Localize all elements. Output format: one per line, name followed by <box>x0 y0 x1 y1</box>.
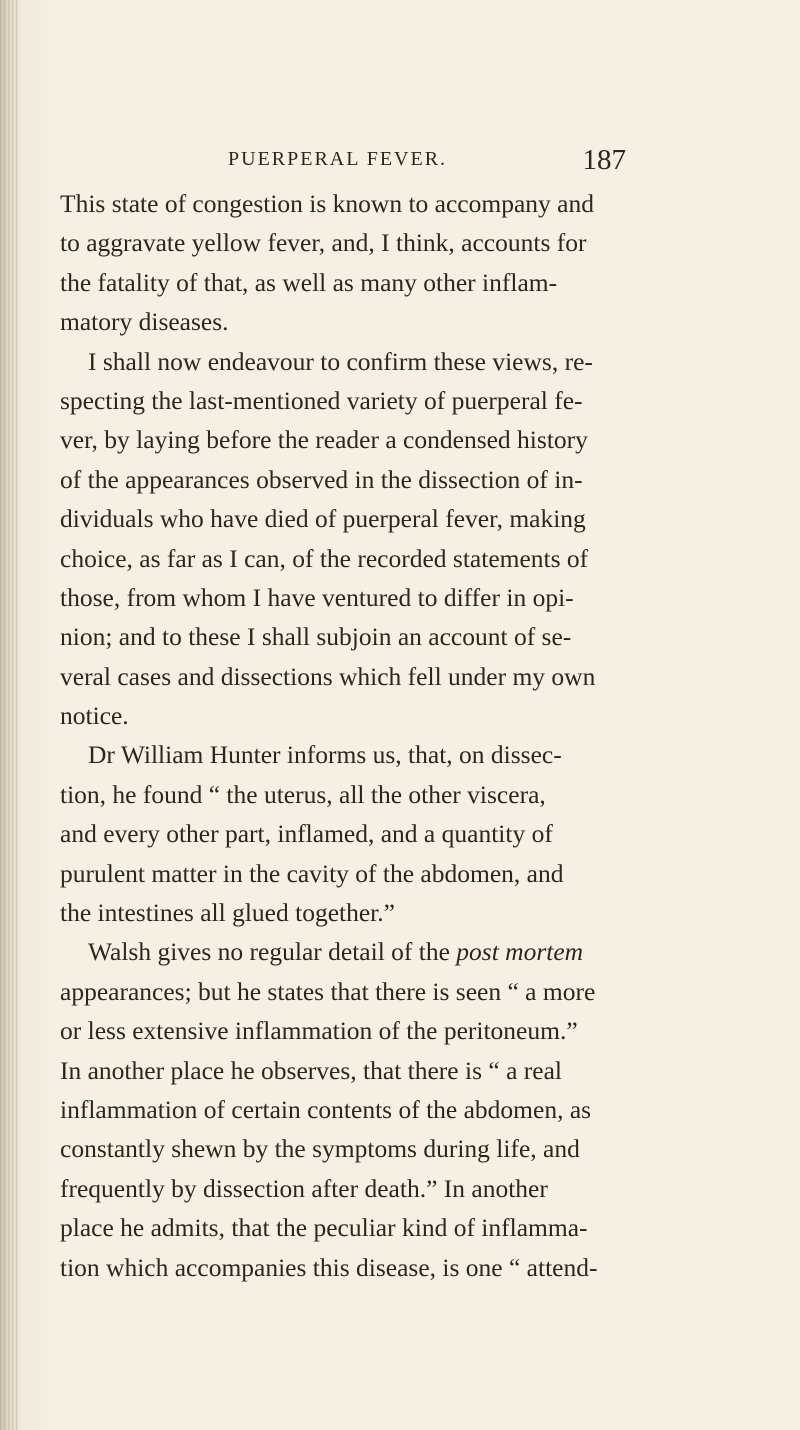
body-text <box>60 184 740 1287</box>
italic-phrase: post mortem <box>456 937 584 967</box>
text-line: inflammation of certain contents of the abdomen, as <box>60 1094 592 1124</box>
page-gutter <box>0 0 18 1430</box>
text-line: specting the last-mentioned variety of puerperal fe- <box>60 385 583 415</box>
text-line: purulent matter in the cavity of the abdomen, and <box>60 858 564 888</box>
text-line: I shall now endeavour to confirm these views, re- <box>88 346 593 376</box>
text-line: frequently by dissection after death.” In another <box>60 1173 548 1203</box>
text-line: veral cases and dissections which fell under my own <box>60 661 596 691</box>
text-line: matory diseases. <box>60 307 229 337</box>
text-line: tion which accompanies this disease, is one “ attend- <box>60 1252 598 1282</box>
text-line: the fatality of that, as well as many other inflam- <box>60 267 558 297</box>
text-line: In another place he observes, that there is “ a real <box>60 1055 562 1085</box>
text-line: nion; and to these I shall subjoin an account of se- <box>60 622 572 652</box>
text-line: constantly shewn by the symptoms during life, and <box>60 1134 580 1164</box>
text-line: ver, by laying before the reader a condensed history <box>60 425 588 455</box>
text-line: notice. <box>60 701 129 731</box>
text-line: of the appearances observed in the dissection of in- <box>60 464 583 494</box>
text-line: choice, as far as I can, of the recorded statements of <box>60 543 589 573</box>
text-segment: Walsh gives no regular detail of the <box>88 937 457 967</box>
text-line: This state of congestion is known to accompany and <box>60 189 594 218</box>
running-head <box>228 144 626 178</box>
text-line-with-italic <box>60 932 740 971</box>
text-line: tion, he found “ the uterus, all the other viscera, <box>60 779 546 809</box>
text-line: those, from whom I have ventured to differ in opi- <box>60 582 574 612</box>
text-line: and every other part, inflamed, and a quantity of <box>60 819 553 849</box>
text-line: place he admits, that the peculiar kind of inflamma- <box>60 1213 588 1243</box>
text-line: dividuals who have died of puerperal fever, making <box>60 504 586 534</box>
text-line: the intestines all glued together.” <box>60 898 395 928</box>
text-line: to aggravate yellow fever, and, I think, accounts for <box>60 228 587 258</box>
text-line: or less extensive inflammation of the peritoneum.” <box>60 1016 578 1046</box>
page-number: 187 <box>582 144 626 176</box>
text-line: appearances; but he states that there is seen “ a more <box>60 976 596 1006</box>
running-title: PUERPERAL FEVER. <box>228 148 448 170</box>
text-line: Dr William Hunter informs us, that, on dissec- <box>88 740 562 770</box>
